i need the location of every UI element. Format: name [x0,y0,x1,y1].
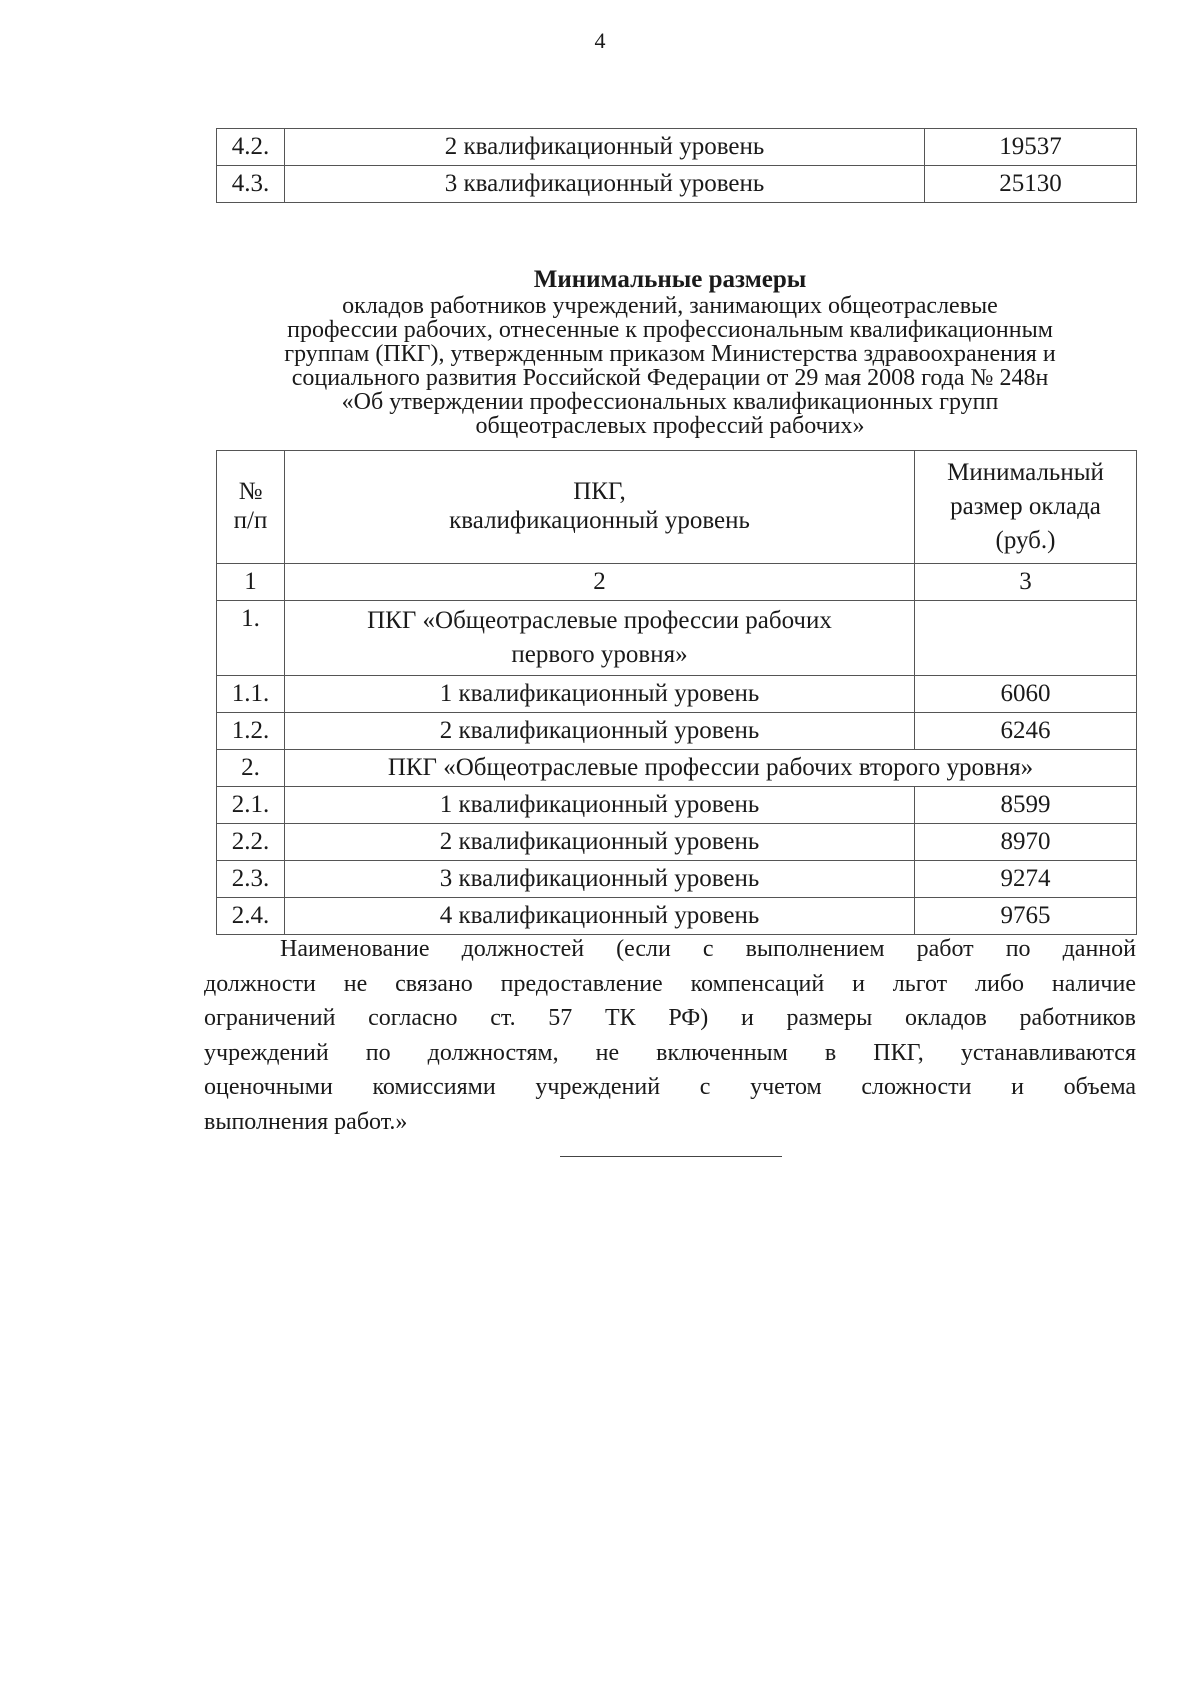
group-title [285,601,915,676]
group-title-line2: первого уровня» [511,641,688,668]
table-row [217,129,1137,166]
header-salary [915,451,1137,564]
salary-value: 19537 [925,129,1137,166]
table-row [217,166,1137,203]
page-number: 4 [594,28,606,53]
table-row [217,824,1137,861]
footer-line: оценочными комиссиями учреждений с учетом сложности и объема [204,1074,1136,1100]
qualification-level: 4 квалификационный уровень [285,898,915,935]
group-title-line1: ПКГ «Общеотраслевые профессии рабочих [367,607,832,634]
group-row [217,601,1137,676]
footer-line: ограничений согласно ст. 57 ТК РФ) и размеры окладов работников [204,1005,1136,1031]
heading-line: социального развития Российской Федерации от 29 мая 2008 года № 248н [291,365,1049,391]
header-number-line2: п/п [233,507,268,534]
header-number-line1: № [238,478,263,506]
header-number [217,451,285,564]
footer-line: выполнения работ.» [204,1108,408,1135]
closing-divider [560,1156,782,1157]
row-number: 4.3. [217,166,285,203]
salary-value: 8970 [915,824,1137,861]
row-number: 2.1. [217,787,285,824]
heading-line: «Об утверждении профессиональных квалификационных групп [341,389,999,415]
salary-value: 6246 [915,713,1137,750]
row-number: 2.4. [217,898,285,935]
qualification-level: 3 квалификационный уровень [285,166,925,203]
footer-line: должности не связано предоставление компенсаций и льгот либо наличие [204,970,1136,997]
header-pkg-line1: ПКГ, [573,478,626,506]
header-salary-line2: размер оклада [950,493,1101,520]
row-number: 2.2. [217,824,285,861]
salary-value: 25130 [925,166,1137,203]
group-number: 2. [217,750,285,787]
footer-line: учреждений по должностям, не включенным в ПКГ, устанавливаются [204,1039,1136,1066]
table-row [217,898,1137,935]
salary-value: 9765 [915,898,1137,935]
heading-title: Минимальные размеры [533,266,807,293]
qualification-level: 2 квалификационный уровень [285,129,925,166]
table-header-row [217,451,1137,564]
header-pkg-line2: квалификационный уровень [449,507,750,534]
column-number-row [217,564,1137,601]
heading-line: профессии рабочих, отнесенные к профессиональным квалификационным [287,317,1053,343]
row-number: 2.3. [217,861,285,898]
qualification-level: 2 квалификационный уровень [285,824,915,861]
qualification-level: 1 квалификационный уровень [285,676,915,713]
group-salary-empty [915,601,1137,676]
minimum-salary-table [216,450,1137,935]
table-row [217,861,1137,898]
column-number: 2 [285,564,915,601]
table-row [217,787,1137,824]
heading-line: группам (ПКГ), утвержденным приказом Министерства здравоохранения и [284,341,1056,367]
top-salary-table [216,128,1137,203]
header-salary-line1: Минимальный [947,459,1104,486]
salary-value: 6060 [915,676,1137,713]
table-row [217,676,1137,713]
header-pkg [285,451,915,564]
qualification-level: 1 квалификационный уровень [285,787,915,824]
row-number: 1.2. [217,713,285,750]
column-number: 1 [217,564,285,601]
salary-value: 8599 [915,787,1137,824]
heading-line: общеотраслевых профессий рабочих» [475,413,865,439]
footer-paragraph [204,932,1136,1139]
section-heading [200,268,1140,438]
group-title: ПКГ «Общеотраслевые профессии рабочих второго уровня» [285,750,1137,787]
row-number: 4.2. [217,129,285,166]
header-salary-line3: (руб.) [995,527,1056,554]
row-number: 1.1. [217,676,285,713]
group-number: 1. [217,601,285,676]
qualification-level: 2 квалификационный уровень [285,713,915,750]
heading-line: окладов работников учреждений, занимающих общеотраслевые [342,293,998,319]
salary-value: 9274 [915,861,1137,898]
group-row [217,750,1137,787]
qualification-level: 3 квалификационный уровень [285,861,915,898]
footer-line: Наименование должностей (если с выполнением работ по данной [280,936,1136,962]
column-number: 3 [915,564,1137,601]
table-row [217,713,1137,750]
